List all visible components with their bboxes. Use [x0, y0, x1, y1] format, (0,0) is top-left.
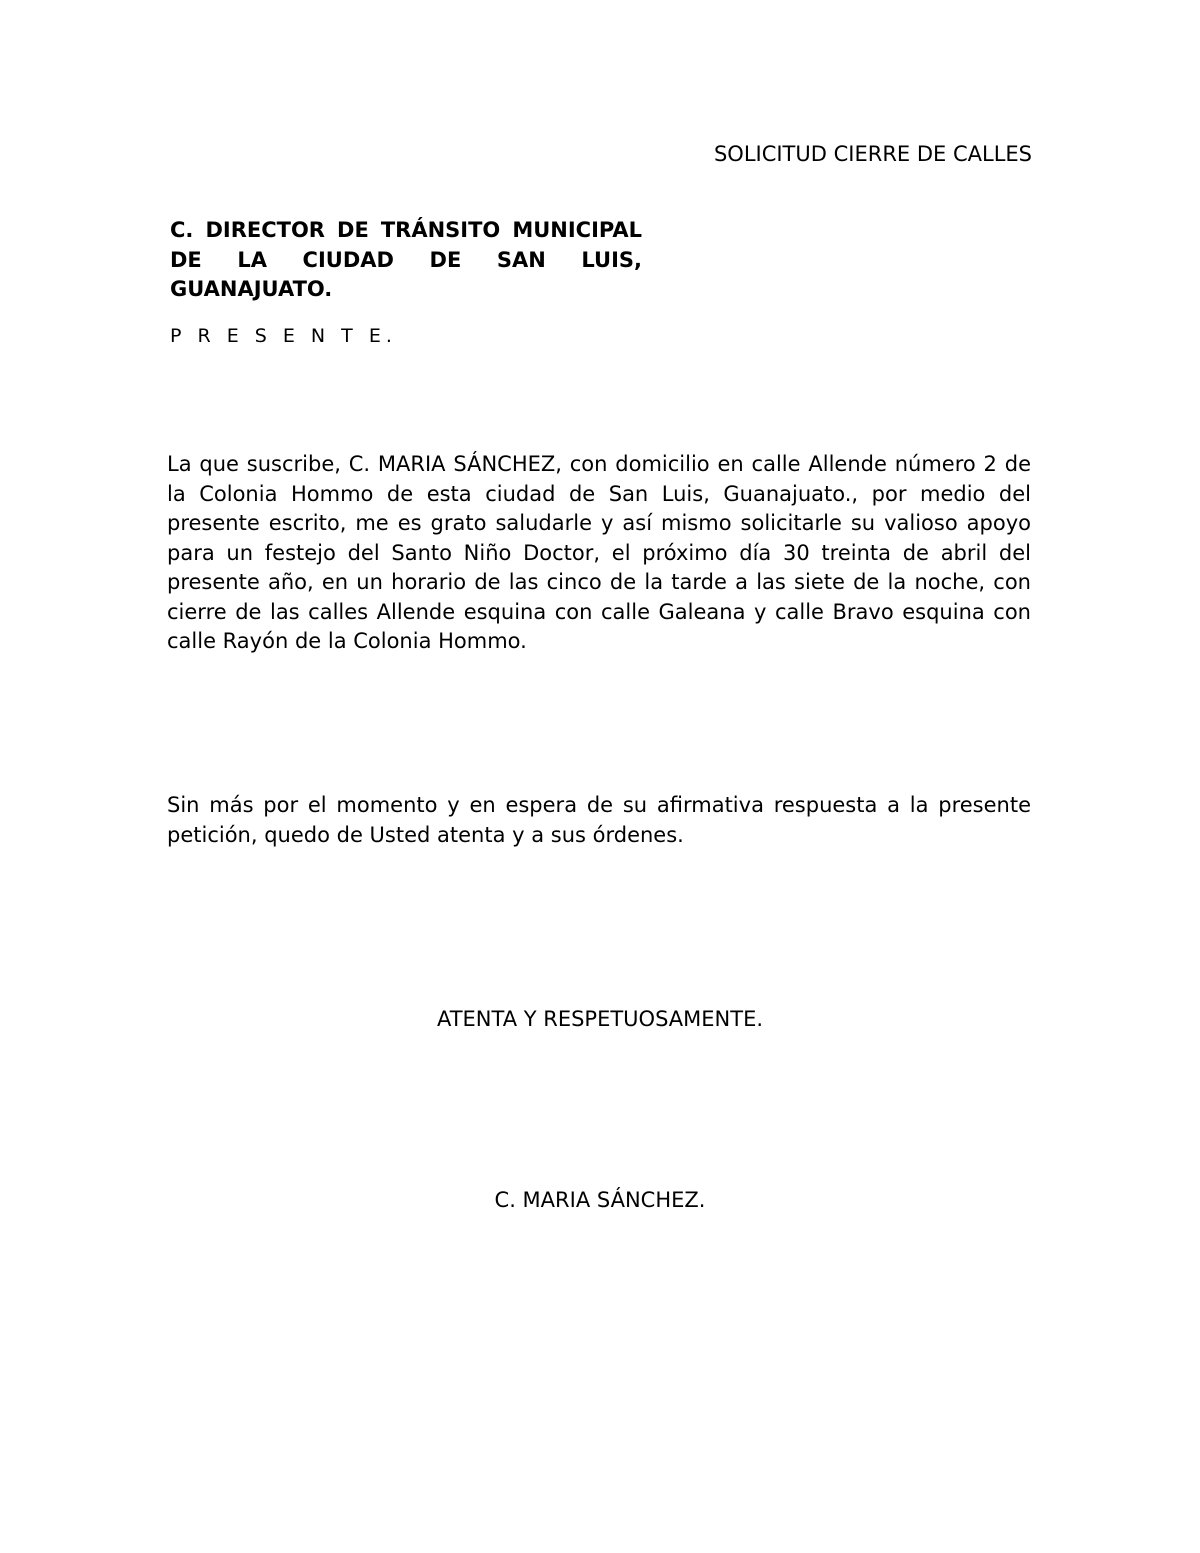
signature-name: C. MARIA SÁNCHEZ. — [494, 1188, 706, 1212]
body-paragraph-closing: Sin más por el momento y en espera de su afirmativa respuesta a la presente petición, quedo de Usted atenta y a sus órdenes. — [167, 793, 1031, 847]
salutation: P R E S E N T E. — [170, 325, 397, 347]
closing-formula: ATENTA Y RESPETUOSAMENTE. — [436, 1007, 764, 1031]
addressee-block: C. DIRECTOR DE TRÁNSITO MUNICIPAL DE LA CIUDAD DE SAN LUIS, GUANAJUATO. — [170, 218, 642, 301]
body-paragraph-request: La que suscribe, C. MARIA SÁNCHEZ, con domicilio en calle Allende número 2 de la Colonia Hommo de esta ciudad de San Luis, Guanajuato., por medio del presente escrito, me es grato saludarle y así mismo solicitarle su valioso apoyo para un festejo del Santo Niño Doctor, el próximo día 30 treinta de abril del presente año, en un horario de las cinco de la tarde a las siete de la noche, con cierre de las calles Allende esquina con calle Galeana y calle Bravo esquina con calle Rayón de la Colonia Hommo. — [167, 452, 1031, 653]
document-subject: SOLICITUD CIERRE DE CALLES — [713, 142, 1032, 166]
